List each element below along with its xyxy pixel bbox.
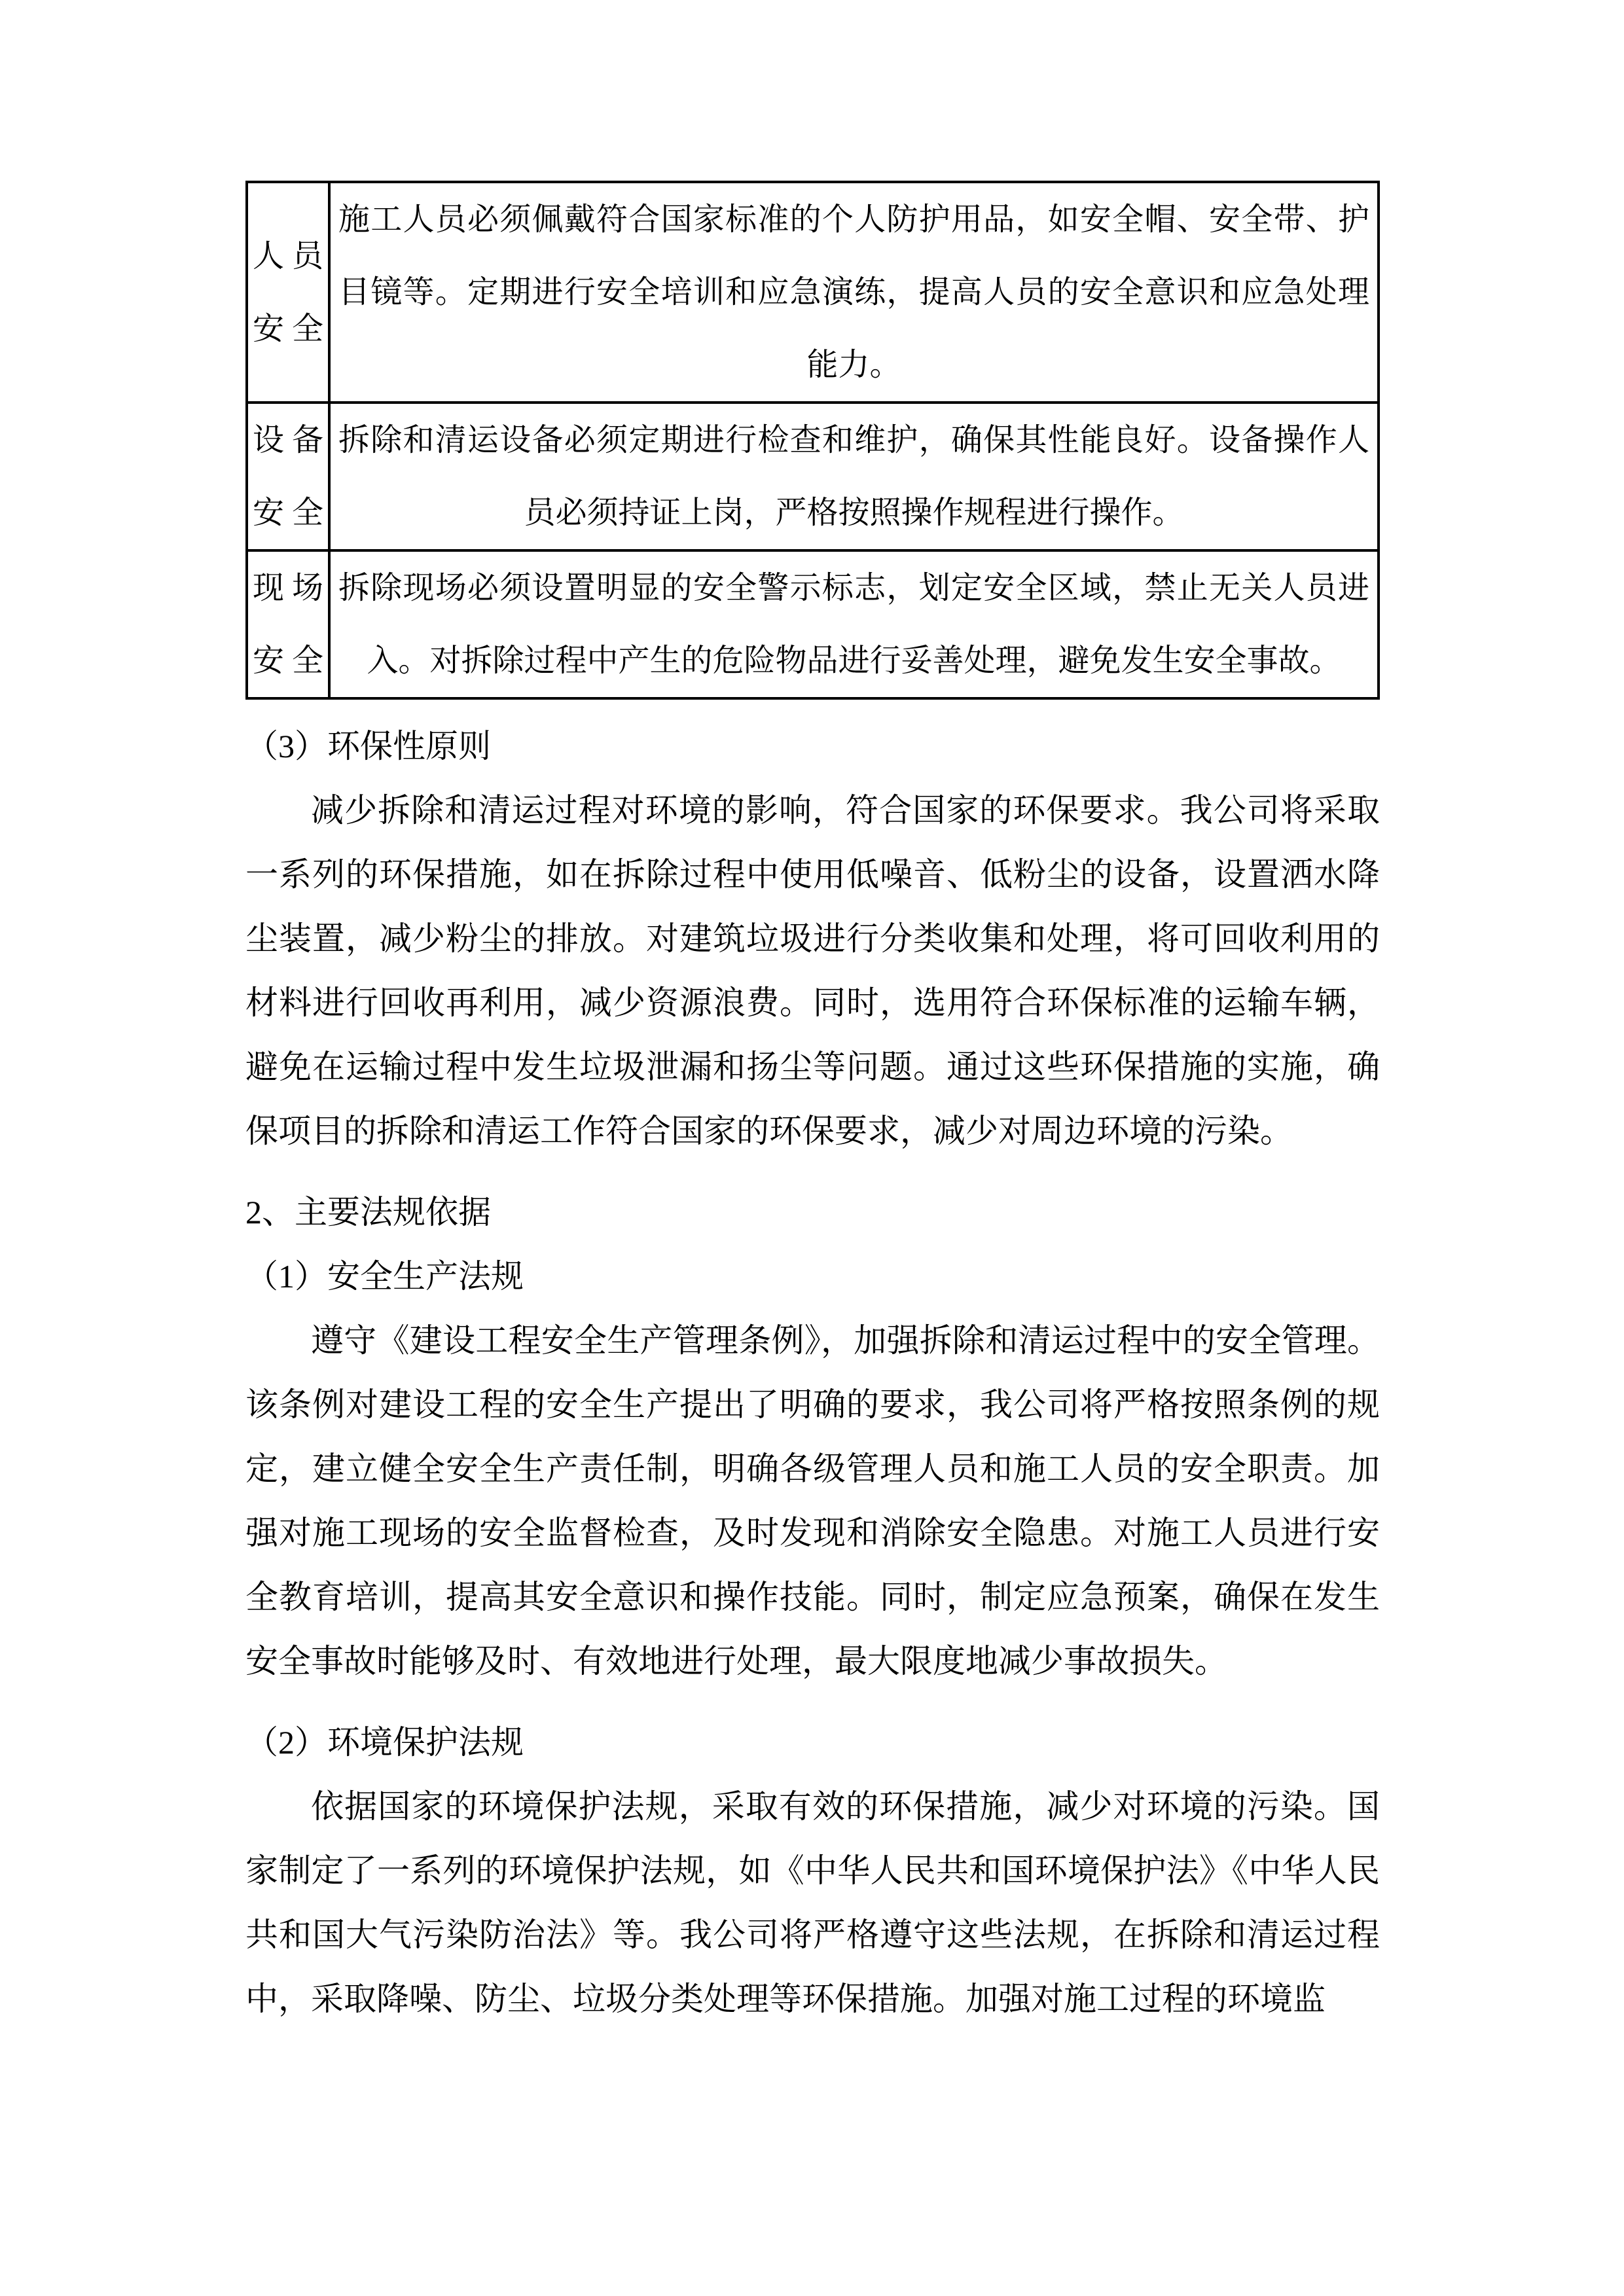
row-header-line: 安 全 bbox=[252, 311, 323, 346]
table-row bbox=[247, 550, 1379, 698]
row-body-personnel-safety: 施工人员必须佩戴符合国家标准的个人防护用品，如安全帽、安全带、护目镜等。定期进行安全培训和应急演练，提高人员的安全意识和应急处理能力。 bbox=[329, 182, 1379, 403]
row-header-line: 安 全 bbox=[252, 643, 323, 678]
table-row bbox=[247, 182, 1379, 403]
section-heading-safety-production-regulations: （1）安全生产法规 bbox=[245, 1258, 524, 1295]
section-heading-main-regulations: 2、主要法规依据 bbox=[245, 1194, 491, 1230]
document-content bbox=[245, 181, 1380, 2031]
row-header-line: 安 全 bbox=[252, 495, 323, 530]
row-header-line: 人 员 bbox=[252, 238, 323, 274]
row-header-site-safety bbox=[247, 550, 329, 698]
paragraph-environmental-protection-regulations: 依据国家的环境保护法规，采取有效的环保措施，减少对环境的污染。国家制定了一系列的环境保护法规，如《中华人民共和国环境保护法》《中华人民共和国大气污染防治法》等。我公司将严格遵守这些法规，在拆除和清运过程中，采取降噪、防尘、垃圾分类处理等环保措施。加强对施工过程的环境监 bbox=[245, 1788, 1380, 2017]
row-header-equipment-safety bbox=[247, 403, 329, 550]
section-heading-environmental-protection-regulations: （2）环境保护法规 bbox=[245, 1724, 524, 1761]
table-row bbox=[247, 403, 1379, 550]
paragraph-safety-production-regulations: 遵守《建设工程安全生产管理条例》，加强拆除和清运过程中的安全管理。该条例对建设工程的安全生产提出了明确的要求，我公司将严格按照条例的规定，建立健全安全生产责任制，明确各级管理人员和施工人员的安全职责。加强对施工现场的安全监督检查，及时发现和消除安全隐患。对施工人员进行安全教育培训，提高其安全意识和操作技能。同时，制定应急预案，确保在发生安全事故时能够及时、有效地进行处理，最大限度地减少事故损失。 bbox=[245, 1322, 1380, 1679]
safety-requirements-table bbox=[245, 181, 1380, 700]
row-body-site-safety: 拆除现场必须设置明显的安全警示标志，划定安全区域，禁止无关人员进入。对拆除过程中产生的危险物品进行妥善处理，避免发生安全事故。 bbox=[329, 550, 1379, 698]
row-header-line: 设 备 bbox=[252, 423, 323, 457]
row-body-equipment-safety: 拆除和清运设备必须定期进行检查和维护，确保其性能良好。设备操作人员必须持证上岗，严格按照操作规程进行操作。 bbox=[329, 403, 1379, 550]
row-header-personnel-safety bbox=[247, 182, 329, 403]
section-heading-environmental-principle: （3）环保性原则 bbox=[245, 728, 491, 764]
paragraph-environmental-principle: 减少拆除和清运过程对环境的影响，符合国家的环保要求。我公司将采取一系列的环保措施，如在拆除过程中使用低噪音、低粉尘的设备，设置洒水降尘装置，减少粉尘的排放。对建筑垃圾进行分类收集和处理，将可回收利用的材料进行回收再利用，减少资源浪费。同时，选用符合环保标准的运输车辆，避免在运输过程中发生垃圾泄漏和扬尘等问题。通过这些环保措施的实施，确保项目的拆除和清运工作符合国家的环保要求，减少对周边环境的污染。 bbox=[245, 792, 1380, 1149]
row-header-line: 现 场 bbox=[252, 571, 323, 605]
